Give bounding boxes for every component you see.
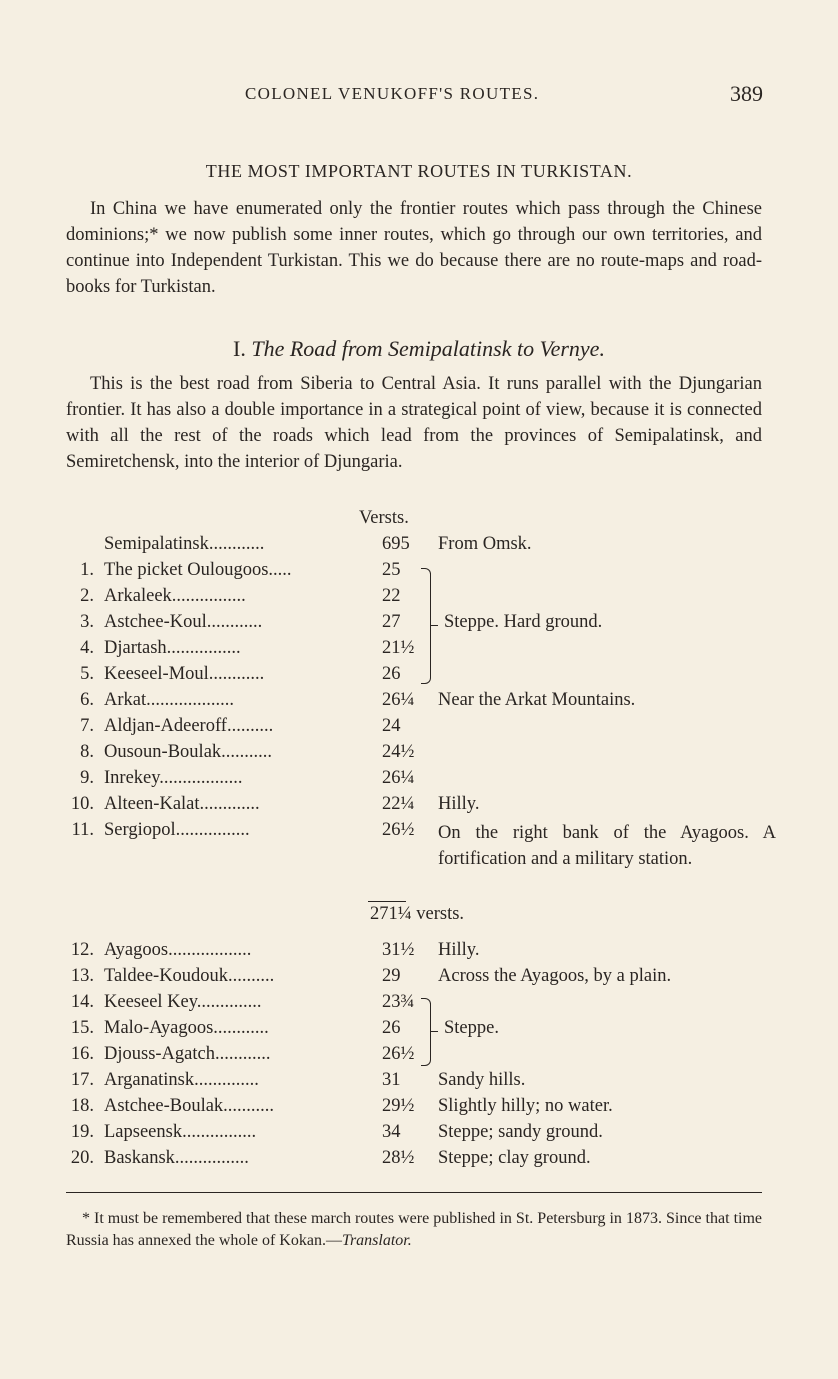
row-place: Keeseel Key..............	[104, 992, 262, 1012]
section-title: THE MOST IMPORTANT ROUTES IN TURKISTAN.	[205, 161, 633, 181]
road-heading-numeral: I.	[233, 336, 246, 361]
grouping-brace	[421, 998, 431, 1066]
row-distance: 31½	[382, 940, 415, 960]
row-place: Sergiopol................	[104, 820, 250, 840]
row-number: 18.	[70, 1096, 94, 1116]
row-note: Slightly hilly; no water.	[438, 1096, 613, 1116]
row-place: Keeseel-Moul............	[104, 664, 265, 684]
row-distance: 34	[382, 1122, 401, 1142]
table-row	[66, 768, 776, 794]
row-distance: 31	[382, 1070, 401, 1090]
table-row	[66, 690, 776, 716]
row-note: From Omsk.	[438, 534, 532, 554]
row-distance: 23¾	[382, 992, 415, 1012]
subtotal-rule	[368, 901, 406, 902]
road-heading	[0, 336, 838, 362]
row-distance: 21½	[382, 638, 415, 658]
row-number: 20.	[70, 1148, 94, 1168]
row-number: 7.	[80, 716, 94, 736]
row-note: Across the Ayagoos, by a plain.	[438, 966, 672, 986]
row-number: 19.	[70, 1122, 94, 1142]
table-row	[66, 716, 776, 742]
table-row	[66, 1070, 776, 1096]
row-distance: 24½	[382, 742, 415, 762]
row-number: 16.	[70, 1044, 94, 1064]
table-row	[66, 1122, 776, 1148]
footnote-marker: *	[82, 1210, 90, 1227]
running-head: COLONEL VENUKOFF'S ROUTES.	[245, 84, 540, 103]
row-distance: 26¼	[382, 768, 415, 788]
row-place: Taldee-Koudouk..........	[104, 966, 275, 986]
grouping-brace-tip	[430, 1031, 438, 1032]
row-number: 3.	[80, 612, 94, 632]
table-row-start	[66, 534, 776, 560]
grouping-brace	[421, 568, 431, 684]
row-place: Alteen-Kalat.............	[104, 794, 260, 814]
subtotal-value: 271¼ versts.	[370, 904, 465, 924]
row-distance: 29	[382, 966, 401, 986]
row-number: 10.	[70, 794, 94, 814]
row-distance: 24	[382, 716, 401, 736]
row-place: Inrekey..................	[104, 768, 243, 788]
grouping-brace-tip	[430, 625, 438, 626]
row-number: 2.	[80, 586, 94, 606]
row-note: Steppe. Hard ground.	[444, 612, 603, 632]
table-row	[66, 1096, 776, 1122]
row-distance: 22¼	[382, 794, 415, 814]
row-note: Hilly.	[438, 794, 480, 814]
row-number: 14.	[70, 992, 94, 1012]
row-number: 11.	[71, 820, 94, 840]
row-number: 6.	[80, 690, 94, 710]
row-note: Sandy hills.	[438, 1070, 526, 1090]
row-distance: 27	[382, 612, 401, 632]
footnote-text: It must be remembered that these march routes were published in St. Petersburg in 1873. Since that time Russia has annexed the whole of Kokan.—	[66, 1210, 762, 1249]
row-place: Aldjan-Adeeroff..........	[104, 716, 274, 736]
row-note: Hilly.	[438, 940, 480, 960]
row-place: Ayagoos..................	[104, 940, 252, 960]
row-place: Semipalatinsk............	[104, 534, 265, 554]
row-place: Arkaleek................	[104, 586, 246, 606]
footnote-rule	[66, 1192, 762, 1193]
table-row	[66, 820, 776, 900]
row-distance: 26	[382, 664, 401, 684]
row-number: 12.	[70, 940, 94, 960]
row-place: Astchee-Boulak...........	[104, 1096, 275, 1116]
row-number: 9.	[80, 768, 94, 788]
page-number: 389	[730, 81, 763, 106]
row-place: Astchee-Koul............	[104, 612, 263, 632]
row-number: 15.	[70, 1018, 94, 1038]
intro-paragraph-text: In China we have enumerated only the frontier routes which pass through the Chinese dominions;* we now publish some inner routes, which go through our own territories, and continue into Independent Turkistan. This we do because there are no route-maps and road-books for Turkistan.	[66, 199, 762, 297]
road-paragraph-text: This is the best road from Siberia to Central Asia. It runs parallel with the Djungarian frontier. It has also a double importance in a strategical point of view, because it is connected with all the rest of the roads which lead from the provinces of Semipalatinsk, and Semiretchensk, into the interior of Djungaria.	[66, 374, 762, 472]
row-number: 4.	[80, 638, 94, 658]
row-distance: 26	[382, 1018, 401, 1038]
row-place: The picket Oulougoos.....	[104, 560, 292, 580]
table-row	[66, 1148, 776, 1174]
row-note: Steppe; sandy ground.	[438, 1122, 603, 1142]
row-place: Baskansk................	[104, 1148, 249, 1168]
row-note: On the right bank of the Ayagoos. A fortification and a military station.	[438, 823, 776, 869]
footnote-credit: Translator.	[341, 1232, 412, 1249]
footnote	[66, 1208, 762, 1252]
versts-column-header: Versts.	[359, 508, 409, 528]
row-number: 17.	[70, 1070, 94, 1090]
row-place: Arkat...................	[104, 690, 234, 710]
subtotal-row	[66, 904, 776, 930]
row-number: 8.	[80, 742, 94, 762]
table-row	[66, 794, 776, 820]
row-distance: 25	[382, 560, 401, 580]
row-note: Near the Arkat Mountains.	[438, 690, 636, 710]
row-distance: 28½	[382, 1148, 415, 1168]
table-row	[66, 940, 776, 966]
row-place: Malo-Ayagoos............	[104, 1018, 269, 1038]
row-note: Steppe.	[444, 1018, 499, 1038]
row-distance: 22	[382, 586, 401, 606]
row-distance: 26¼	[382, 690, 415, 710]
table-row	[66, 742, 776, 768]
intro-paragraph	[66, 196, 762, 300]
row-distance: 29½	[382, 1096, 415, 1116]
row-place: Djouss-Agatch............	[104, 1044, 271, 1064]
row-distance: 695	[382, 534, 410, 554]
row-note: Steppe; clay ground.	[438, 1148, 591, 1168]
row-place: Ousoun-Boulak...........	[104, 742, 273, 762]
row-number: 5.	[80, 664, 94, 684]
table-row	[66, 966, 776, 992]
row-distance: 26½	[382, 820, 415, 840]
row-distance: 26½	[382, 1044, 415, 1064]
row-place: Lapseensk................	[104, 1122, 257, 1142]
row-number: 13.	[70, 966, 94, 986]
road-paragraph	[66, 371, 762, 475]
row-place: Arganatinsk..............	[104, 1070, 259, 1090]
row-number: 1.	[80, 560, 94, 580]
row-place: Djartash................	[104, 638, 241, 658]
road-heading-title: The Road from Semipalatinsk to Vernye.	[251, 336, 605, 361]
